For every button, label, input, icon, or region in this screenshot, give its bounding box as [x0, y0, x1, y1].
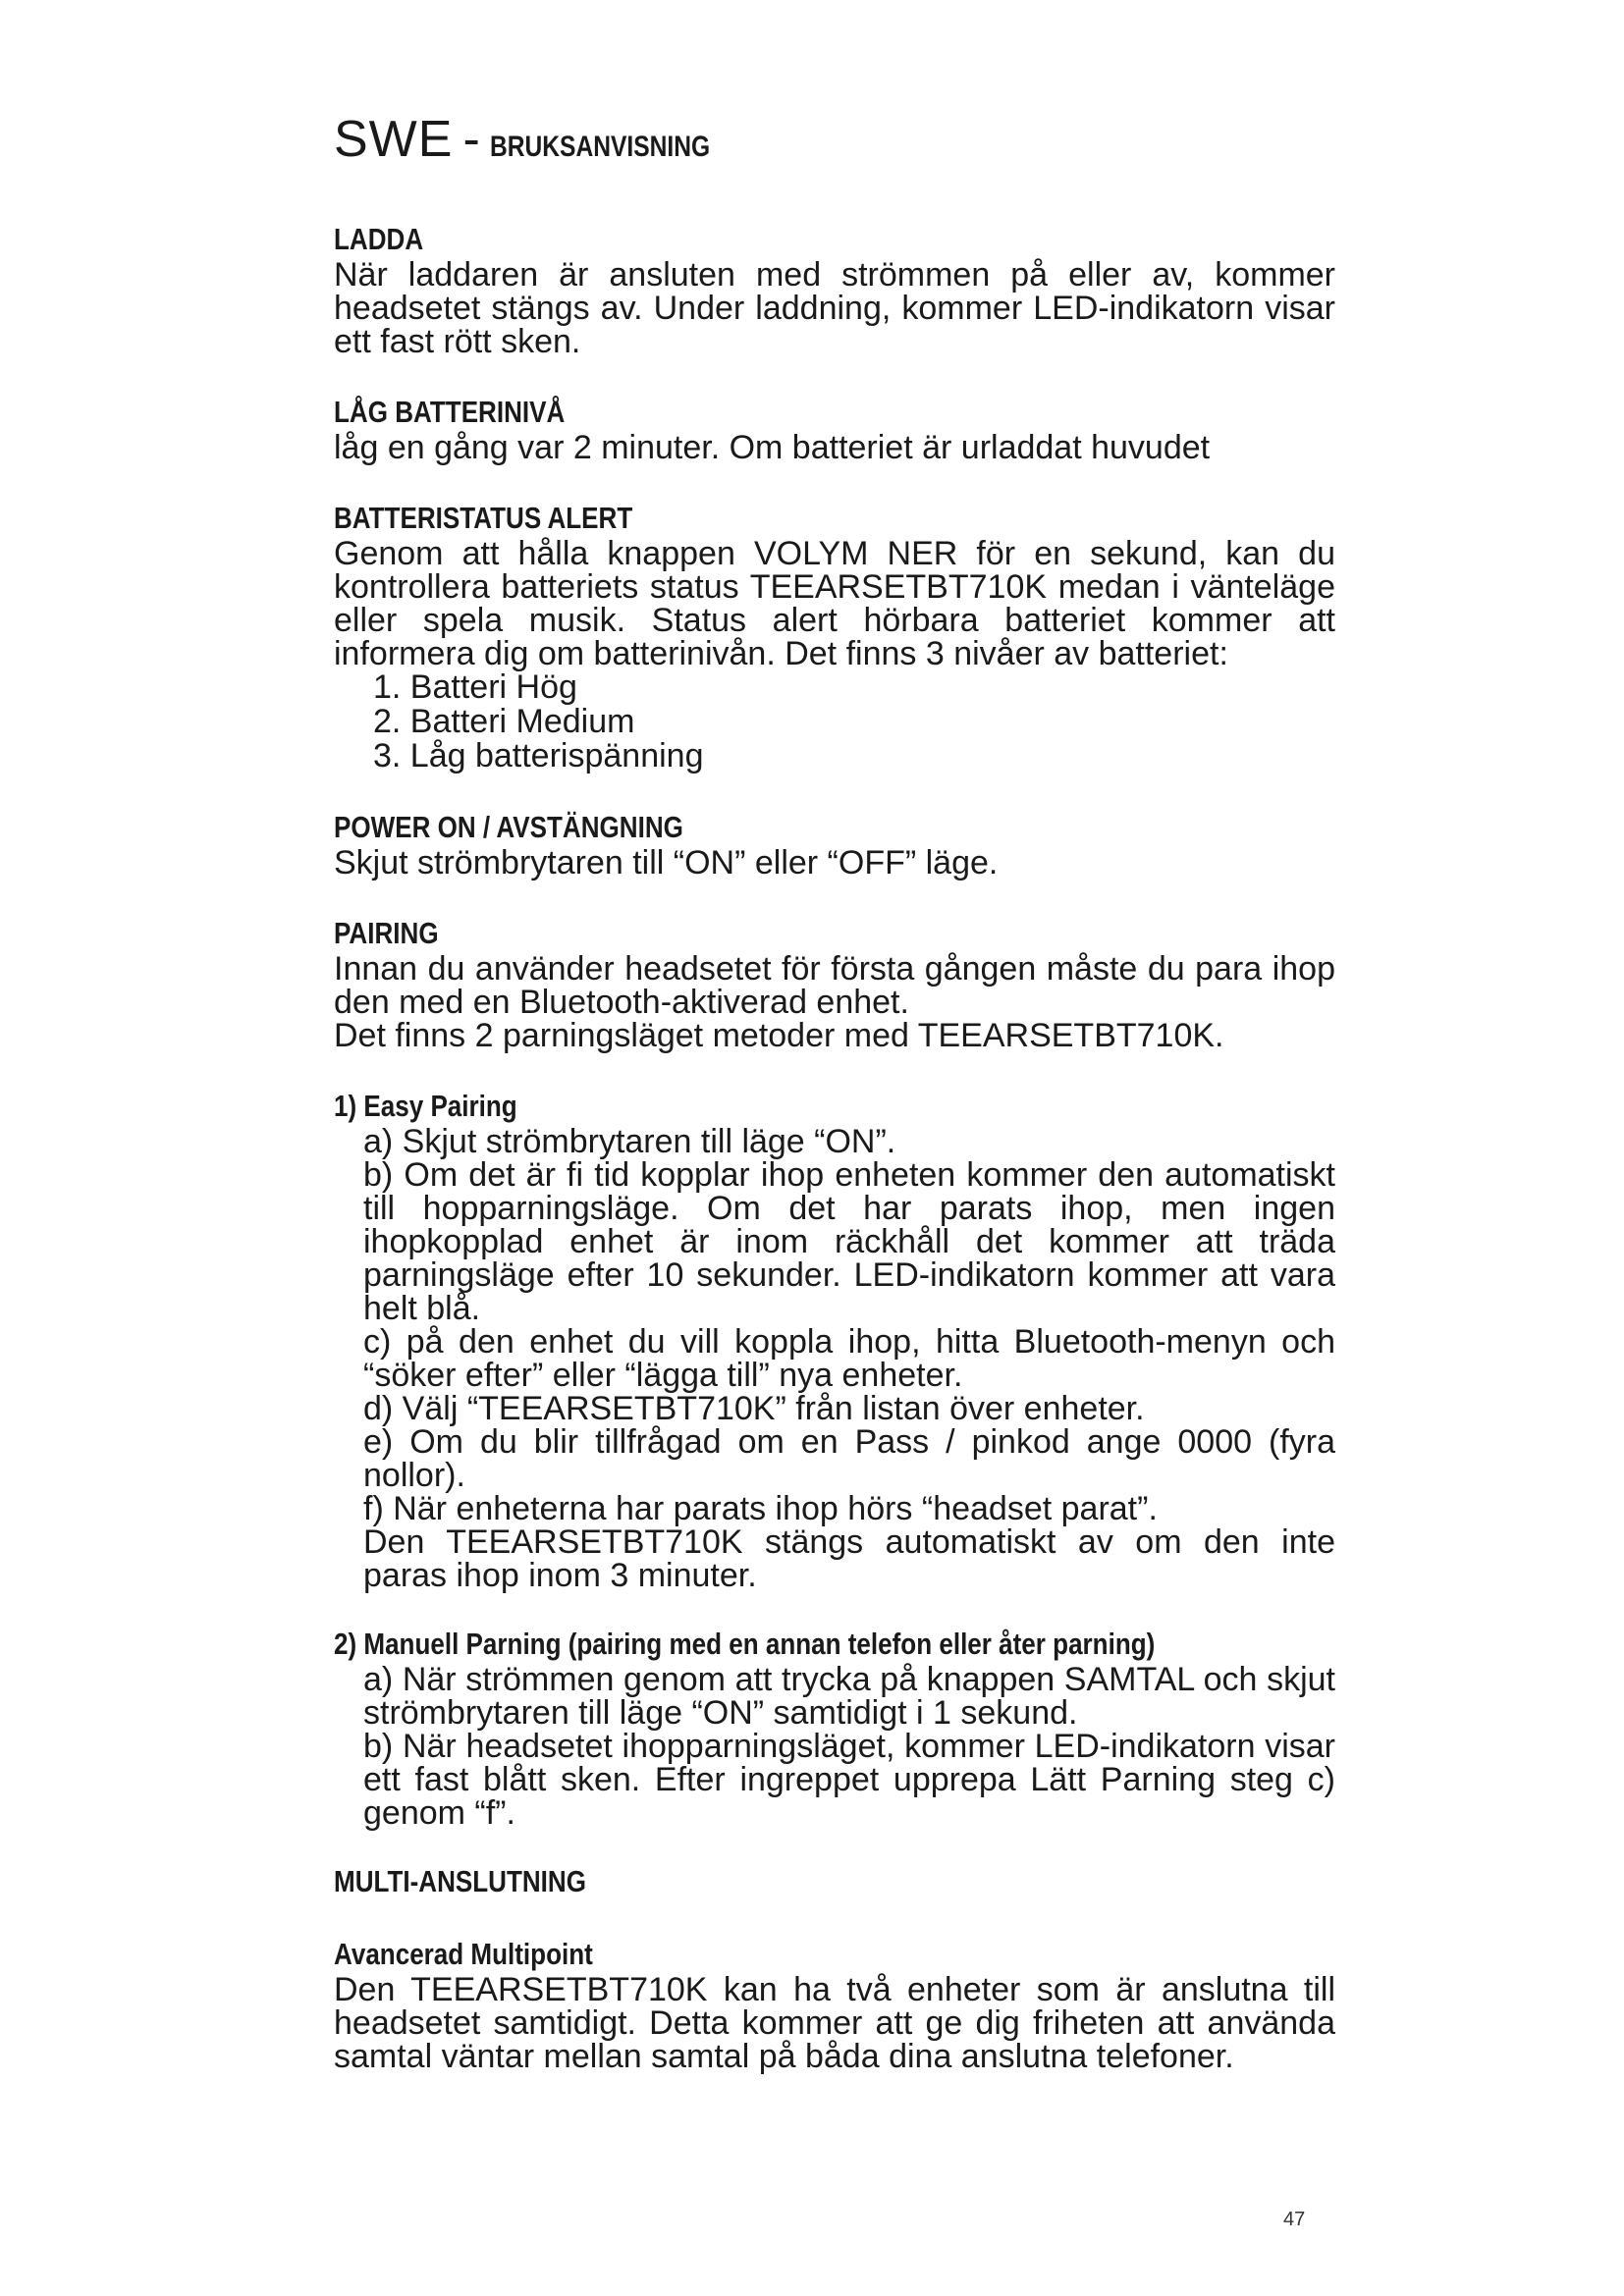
- manual-step-a: a) När strömmen genom att trycka på knappen SAMTAL och skjut strömbrytaren till läge “ON” samtidigt i 1 sekund.: [363, 1661, 1335, 1732]
- ladda-text: När laddaren är ansluten med strömmen på eller av, kommer headsetet stängs av. Under laddning, kommer LED-indikatorn visar ett fast rött sken.: [334, 256, 1335, 360]
- document-subtitle: BRUKSANVISNING: [489, 131, 710, 163]
- power-text: Skjut strömbrytaren till “ON” eller “OFF” läge.: [334, 844, 999, 881]
- section-ladda: [334, 221, 1335, 358]
- section-power: [334, 809, 1335, 880]
- list-item: 3. Låg batterispänning: [373, 737, 704, 774]
- step-d: d) Välj “TEEARSETBT710K” från listan över enheter.: [363, 1390, 1145, 1427]
- language-code: SWE: [334, 111, 454, 168]
- step-b: b) Om det är fi tid kopplar ihop enheten kommer den automatiskt till hopparningsläge. Om det har parats ihop, men ingen ihopkopplad enhet är inom räckhåll det kommer att träda parningsläge efter 10 sekunder. LED-indikatorn kommer att vara helt blå.: [363, 1156, 1335, 1327]
- list-item: 1. Batteri Hög: [373, 668, 577, 706]
- section-multipoint: [334, 1936, 1335, 2073]
- step-a: a) Skjut strömbrytaren till läge “ON”.: [363, 1123, 896, 1160]
- manual-step-b: b) När headsetet ihopparningsläget, kommer LED-indikatorn visar ett fast blått sken. Efter ingreppet upprepa Lätt Parning steg c) genom “f”.: [363, 1728, 1335, 1832]
- heading-batteristatus: BATTERISTATUS ALERT: [334, 501, 633, 535]
- section-lag-batteriniva: [334, 394, 1335, 464]
- multipoint-text: Den TEEARSETBT710K kan ha två enheter som är anslutna till headsetet samtidigt. Detta kommer att ge dig friheten att använda samtal väntar mellan samtal på båda dina anslutna telefoner.: [334, 1971, 1335, 2075]
- heading-easy-pairing: 1) Easy Pairing: [334, 1089, 517, 1123]
- page-content: [334, 110, 1335, 2109]
- heading-ladda: LADDA: [334, 222, 424, 256]
- step-e: e) Om du blir tillfrågad om en Pass / pinkod ange 0000 (fyra nollor).: [363, 1423, 1335, 1494]
- list-item: 2. Batteri Medium: [373, 703, 635, 740]
- step-c: c) på den enhet du vill koppla ihop, hitta Bluetooth-menyn och “söker efter” eller “lägga till” nya enheter.: [363, 1323, 1335, 1394]
- manual-pairing-steps: [334, 1663, 1335, 1830]
- batteristatus-text: Genom att hålla knappen VOLYM NER för en sekund, kan du kontrollera batteriets status TEEARSETBT710K medan i vänteläge eller spela musik. Status alert hörbara batteriet kommer att informera dig om batterinivån. Det finns 3 nivåer av batteriet:: [334, 535, 1335, 672]
- heading-multi-anslutning: MULTI-ANSLUTNING: [334, 1864, 586, 1898]
- section-manual-pairing: [334, 1626, 1335, 1830]
- easy-pairing-note: Den TEEARSETBT710K stängs automatiskt av om den inte paras ihop inom 3 minuter.: [363, 1523, 1335, 1594]
- battery-levels-list: [334, 670, 1335, 774]
- section-easy-pairing: [334, 1088, 1335, 1592]
- page-number: 47: [1283, 2209, 1306, 2230]
- heading-pairing: PAIRING: [334, 916, 439, 950]
- title-dash: -: [462, 111, 480, 168]
- heading-power: POWER ON / AVSTÄNGNING: [334, 810, 683, 844]
- easy-pairing-steps: [334, 1125, 1335, 1592]
- heading-multipoint: Avancerad Multipoint: [334, 1937, 593, 1971]
- section-multi-anslutning: [334, 1863, 1335, 1900]
- document-title: [334, 110, 1335, 182]
- pairing-text-2: Det finns 2 parningsläget metoder med TEEARSETBT710K.: [334, 1017, 1224, 1054]
- heading-manual-pairing: 2) Manuell Parning (pairing med en annan telefon eller åter parning): [334, 1627, 1156, 1661]
- heading-lag-batteriniva: LÅG BATTERINIVÅ: [334, 395, 566, 429]
- pairing-text-1: Innan du använder headsetet för första gången måste du para ihop den med en Bluetooth-aktiverad enhet.: [334, 950, 1335, 1021]
- lag-batteriniva-text: låg en gång var 2 minuter. Om batteriet är urladdat huvudet: [334, 429, 1211, 466]
- step-f: f) När enheterna har parats ihop hörs “headset parat”.: [363, 1490, 1158, 1527]
- section-batteristatus: [334, 500, 1335, 774]
- section-pairing: [334, 915, 1335, 1052]
